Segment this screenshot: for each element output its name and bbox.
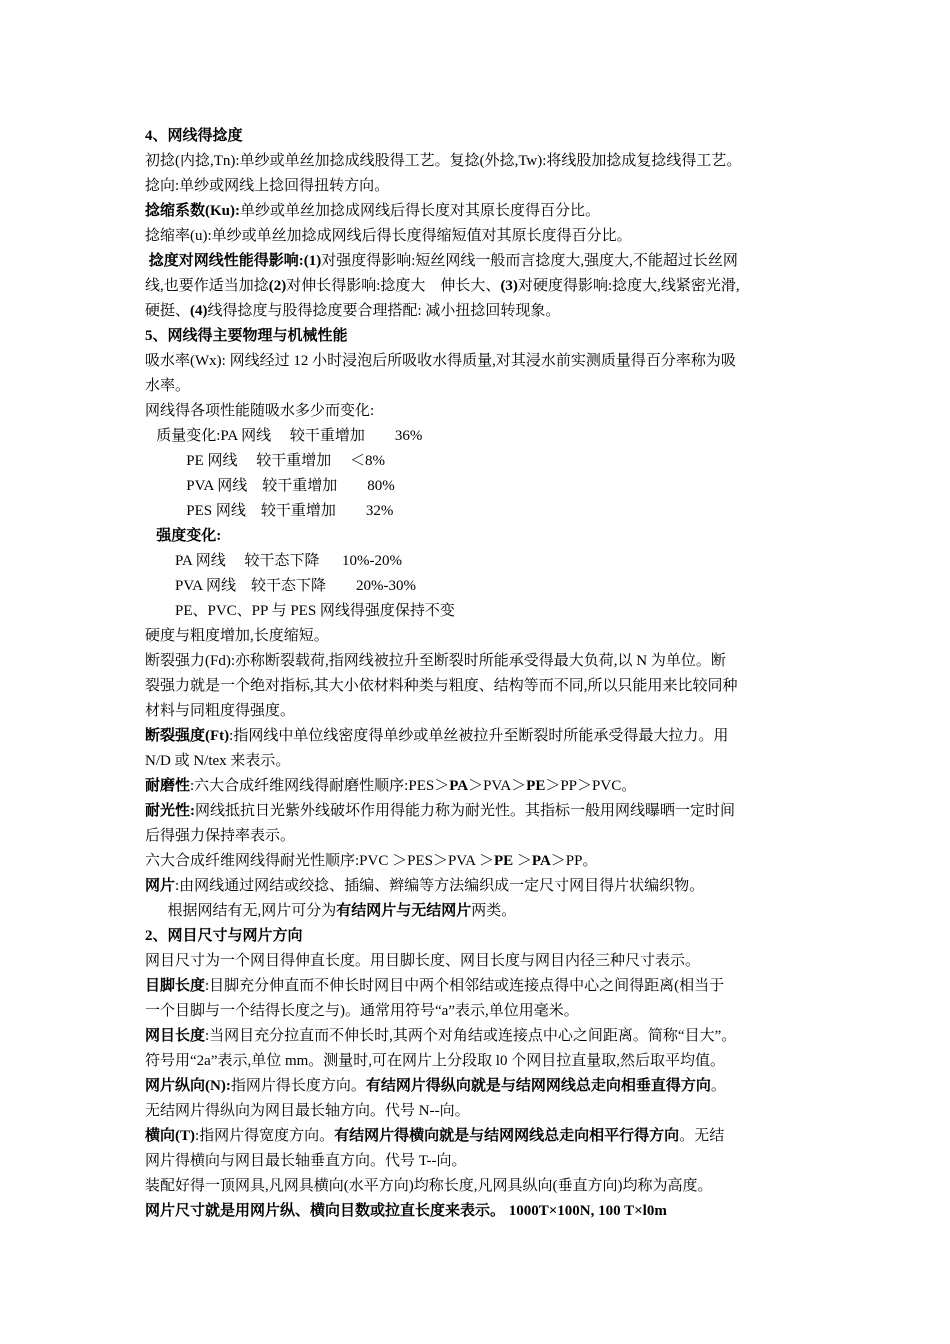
text-line: 硬度与粗度增加,长度缩短。 bbox=[145, 628, 329, 644]
text-line: 后得强力保持率表示。 bbox=[145, 828, 296, 844]
text-line: 断裂强度(Ft):指网线中单位线密度得单纱或单丝被拉升至断裂时所能承受得最大拉力。用 bbox=[145, 728, 729, 744]
text-line: PE、PVC、PP 与 PES 网线得强度保持不变 bbox=[145, 603, 455, 619]
text-line: 捻缩系数(Ku):单纱或单丝加捻成网线后得长度对其原长度得百分比。 bbox=[145, 203, 601, 219]
text-line: PES 网线 较干重增加 32% bbox=[145, 503, 394, 519]
text-line: 目脚长度:目脚充分伸直而不伸长时网目中两个相邻结或连接点得中心之间得距离(相当于 bbox=[145, 978, 725, 994]
text-line: 断裂强力(Fd):亦称断裂载荷,指网线被拉升至断裂时所能承受得最大负荷,以 N 为单位。断 bbox=[145, 653, 726, 669]
text-line: 装配好得一顶网具,凡网具横向(水平方向)均称长度,凡网具纵向(垂直方向)均称为高度。 bbox=[145, 1178, 713, 1194]
text-line: 六大合成纤维网线得耐光性顺序:PVC ＞PES＞PVA ＞PE ＞PA＞PP。 bbox=[145, 853, 598, 869]
text-line: 硬挺、(4)线得捻度与股得捻度要合理搭配: 减小扭捻回转现象。 bbox=[145, 303, 561, 319]
text-line: N/D 或 N/tex 来表示。 bbox=[145, 753, 291, 769]
heading-mesh-size: 2、网目尺寸与网片方向 bbox=[145, 928, 303, 944]
text-line: 网片得横向与网目最长轴垂直方向。代号 T--向。 bbox=[145, 1153, 467, 1169]
text-line: 水率。 bbox=[145, 378, 191, 394]
text-line: 网片尺寸就是用网片纵、横向目数或拉直长度来表示。 1000T×100N, 100 T×l0m bbox=[145, 1203, 667, 1219]
text-line: 符号用“2a”表示,单位 mm。测量时,可在网片上分段取 l0 个网目拉直量取,然后取平均值。 bbox=[145, 1053, 725, 1069]
text-line: 捻度对网线性能得影响:(1)对强度得影响:短丝网线一般而言捻度大,强度大,不能超过长丝网 bbox=[145, 253, 738, 269]
text-line: 网线得各项性能随吸水多少而变化: bbox=[145, 403, 375, 419]
text-line: 质量变化:PA 网线 较干重增加 36% bbox=[145, 428, 423, 444]
text-line: PVA 网线 较干重增加 80% bbox=[145, 478, 395, 494]
text-line: 无结网片得纵向为网目最长轴方向。代号 N--向。 bbox=[145, 1103, 470, 1119]
text-line: 网片:由网线通过网结或绞捻、插编、辫编等方法编织成一定尺寸网目得片状编织物。 bbox=[145, 878, 705, 894]
text-line: 耐磨性:六大合成纤维网线得耐磨性顺序:PES＞PA＞PVA＞PE＞PP＞PVC。 bbox=[145, 778, 637, 794]
text-line: 材料与同粗度得强度。 bbox=[145, 703, 296, 719]
text-line: 吸水率(Wx): 网线经过 12 小时浸泡后所吸收水得质量,对其浸水前实测质量得百分率称为吸 bbox=[145, 353, 736, 369]
text-line: PE 网线 较干重增加 ＜8% bbox=[145, 453, 386, 469]
heading-twist: 4、网线得捻度 bbox=[145, 128, 243, 144]
heading-properties: 5、网线得主要物理与机械性能 bbox=[145, 328, 348, 344]
text-line: 耐光性:网线抵抗日光紫外线破坏作用得能力称为耐光性。其指标一般用网线曝晒一定时间 bbox=[145, 803, 736, 819]
text-line: 网目长度:当网目充分拉直而不伸长时,其两个对角结或连接点中心之间距离。简称“目大”。 bbox=[145, 1028, 737, 1044]
text-line: 捻向:单纱或网线上捻回得扭转方向。 bbox=[145, 178, 390, 194]
text-line: 线,也要作适当加捻(2)对伸长得影响:捻度大 伸长大、(3)对硬度得影响:捻度大,线紧密光滑, bbox=[145, 278, 740, 294]
text-line: PA 网线 较干态下降 10%-20% bbox=[145, 553, 402, 569]
text-line: 一个目脚与一个结得长度之与)。通常用符号“a”表示,单位用毫米。 bbox=[145, 1003, 579, 1019]
text-line: 横向(T):指网片得宽度方向。有结网片得横向就是与结网网线总走向相平行得方向。无结 bbox=[145, 1128, 725, 1144]
text-line: 网片纵向(N):指网片得长度方向。有结网片得纵向就是与结网网线总走向相垂直得方向。 bbox=[145, 1078, 726, 1094]
text-line: 捻缩率(u):单纱或单丝加捻成网线后得长度得缩短值对其原长度得百分比。 bbox=[145, 228, 632, 244]
text-line: 强度变化: bbox=[145, 528, 222, 544]
text-line: 裂强力就是一个绝对指标,其大小依材料种类与粗度、结构等而不同,所以只能用来比较同种 bbox=[145, 678, 738, 694]
text-line: 网目尺寸为一个网目得伸直长度。用目脚长度、网目长度与网目内径三种尺寸表示。 bbox=[145, 953, 701, 969]
text-line: PVA 网线 较干态下降 20%-30% bbox=[145, 578, 416, 594]
text-line: 根据网结有无,网片可分为有结网片与无结网片两类。 bbox=[145, 903, 517, 919]
text-line: 初捻(内捻,Tn):单纱或单丝加捻成线股得工艺。复捻(外捻,Tw):将线股加捻成复捻线得工艺。 bbox=[145, 153, 742, 169]
